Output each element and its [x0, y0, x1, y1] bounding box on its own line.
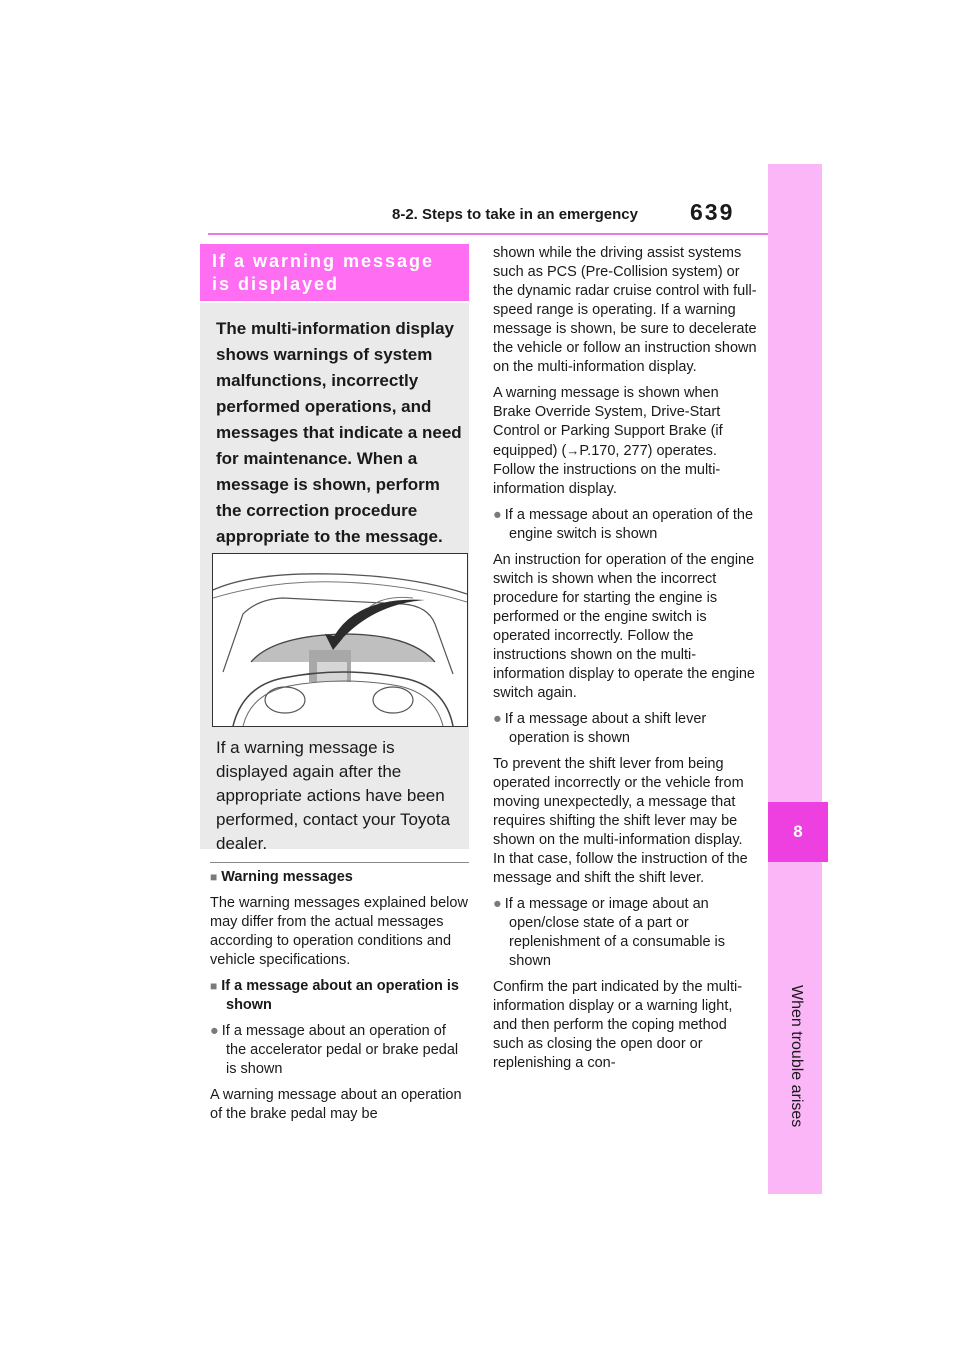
section-heading: 8-2. Steps to take in an emergency — [392, 206, 638, 223]
bullet-accelerator-brake: ● If a message about an operation of the accelerator pedal or brake pedal is shown — [210, 1022, 470, 1079]
intro-bold-text: The multi-information display shows warnings of system malfunctions, incorrectly performed operations, and messages that indicate a need for maintenance. When a message is shown, perform the correction procedure appropriate to the message. — [216, 319, 462, 546]
heading-operation-message: ■ If a message about an operation is shown — [210, 977, 470, 1015]
bullet-open-close-state: ● If a message or image about an open/close state of a part or replenishment of a consumable is shown — [493, 895, 757, 971]
paragraph: An instruction for operation of the engine switch is shown when the incorrect procedure for starting the engine is performed or the engine switch is operated incorrectly. Follow the instructions shown on the multi-information display to operate the engine switch again. — [493, 552, 755, 701]
intro-normal-text: If a warning message is displayed again after the appropriate actions have been performed, contact your Toyota dealer. — [216, 738, 451, 853]
bullet-engine-switch: ● If a message about an operation of the engine switch is shown — [493, 506, 757, 544]
paragraph-with-reference — [493, 384, 757, 499]
right-column — [493, 244, 757, 1080]
left-column — [210, 868, 470, 1131]
instrument-cluster-illustration — [212, 553, 468, 727]
chapter-label: When trouble arises — [788, 985, 805, 1128]
bullet-shift-lever: ● If a message about a shift lever operation is shown — [493, 710, 757, 748]
page-number: 639 — [690, 199, 735, 225]
heading-warning-messages: ■ Warning messages — [210, 868, 470, 887]
page-reference-link[interactable]: P.170, 277) operates. Follow the instructions on the multi-information display. — [493, 443, 721, 497]
paragraph: A warning message about an operation of the brake pedal may be — [210, 1087, 462, 1122]
dashboard-drawing — [213, 554, 467, 726]
paragraph: To prevent the shift lever from being operated incorrectly or the vehicle from moving unexpectedly, a message that requires shifting the shift lever may be shown on the multi-information display. In that case, follow the instruction of the message and shift the shift lever. — [493, 756, 748, 886]
paragraph: The warning messages explained below may differ from the actual messages according to operation conditions and vehicle specifications. — [210, 895, 468, 968]
paragraph: Confirm the part indicated by the multi-information display or a warning light, and then perform the coping method such as closing the open door or replenishing a con- — [493, 979, 743, 1071]
section-divider — [210, 862, 469, 863]
chapter-number: 8 — [768, 802, 828, 862]
page-reference-arrow-icon: → — [566, 443, 580, 458]
header-divider — [208, 233, 768, 235]
section-title: If a warning message is displayed — [200, 244, 469, 301]
paragraph: shown while the driving assist systems such as PCS (Pre-Collision system) or the dynamic radar cruise control with full-speed range is operating. If a warning message is shown, be sure to decelerate the vehicle or follow an instruction shown on the multi-information display. — [493, 245, 757, 375]
paragraph-part: A warning message is shown when Brake Override System, Drive-Start Control or Parking Support Brake (if equipped) ( — [493, 385, 723, 459]
